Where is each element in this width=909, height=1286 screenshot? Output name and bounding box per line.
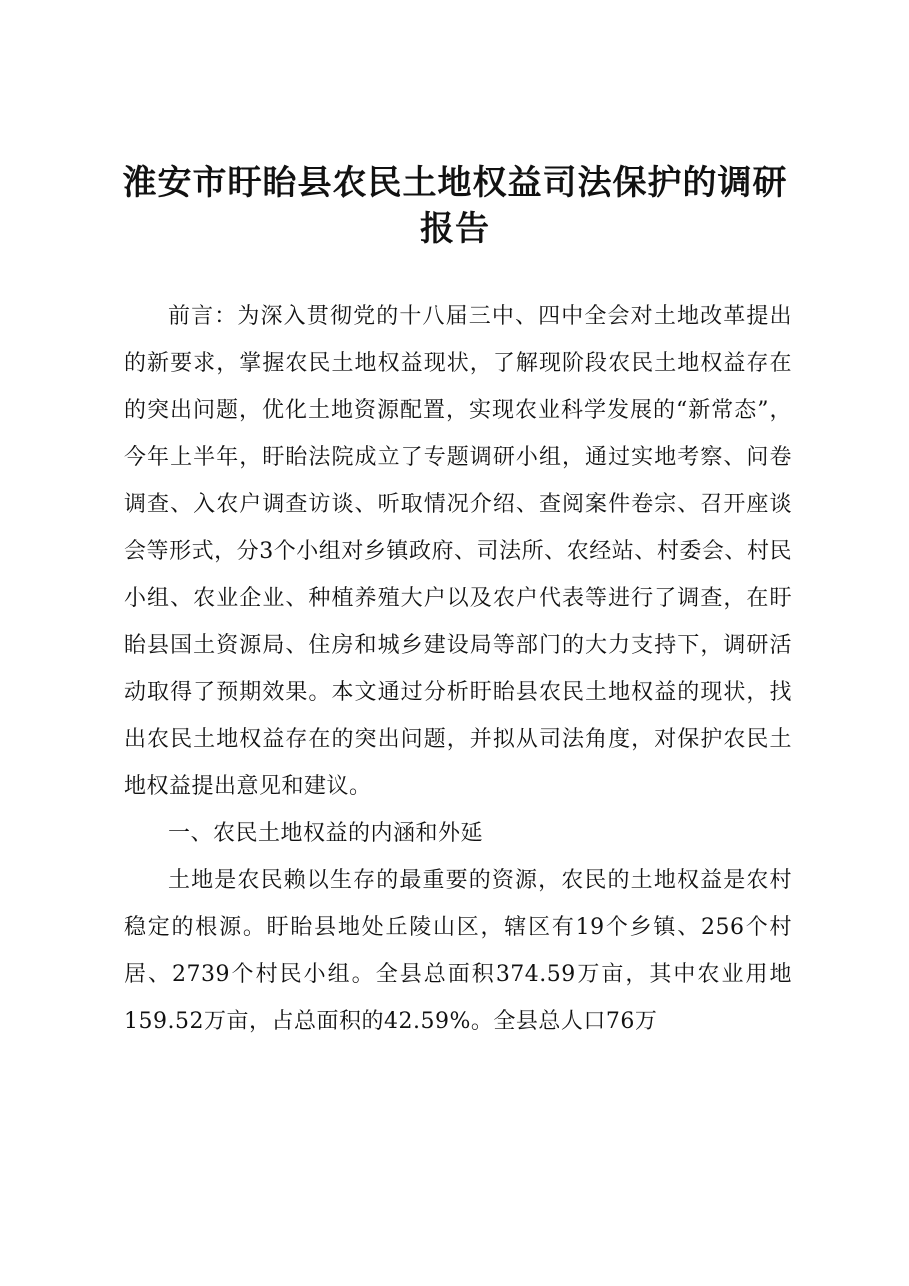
- section-heading-1: 一、农民土地权益的内涵和外延: [168, 821, 484, 846]
- paragraph-land-overview: 土地是农民赖以生存的最重要的资源，农民的土地权益是农村稳定的根源。盱眙县地处丘陵山区，辖区有19个乡镇、256个村居、2739个村民小组。全县总面积374.59万亩，其中农业用地159.52万亩，占总面积的42.59%。全县总人口76万: [124, 868, 792, 1034]
- document-title: 淮安市盱眙县农民土地权益司法保护的调研报告: [122, 163, 788, 249]
- document-body: [124, 293, 792, 1045]
- paragraph-preface: 前言：为深入贯彻党的十八届三中、四中全会对土地改革提出的新要求，掌握农民土地权益现状，了解现阶段农民土地权益存在的突出问题，优化土地资源配置，实现农业科学发展的“新常态”，今年上半年，盱眙法院成立了专题调研小组，通过实地考察、问卷调查、入农户调查访谈、听取情况介绍、查阅案件卷宗、召开座谈会等形式，分3个小组对乡镇政府、司法所、农经站、村委会、村民小组、农业企业、种植养殖大户以及农户代表等进行了调查，在盱眙县国土资源局、住房和城乡建设局等部门的大力支持下，调研活动取得了预期效果。本文通过分析盱眙县农民土地权益的现状，找出农民土地权益存在的突出问题，并拟从司法角度，对保护农民土地权益提出意见和建议。: [124, 304, 792, 799]
